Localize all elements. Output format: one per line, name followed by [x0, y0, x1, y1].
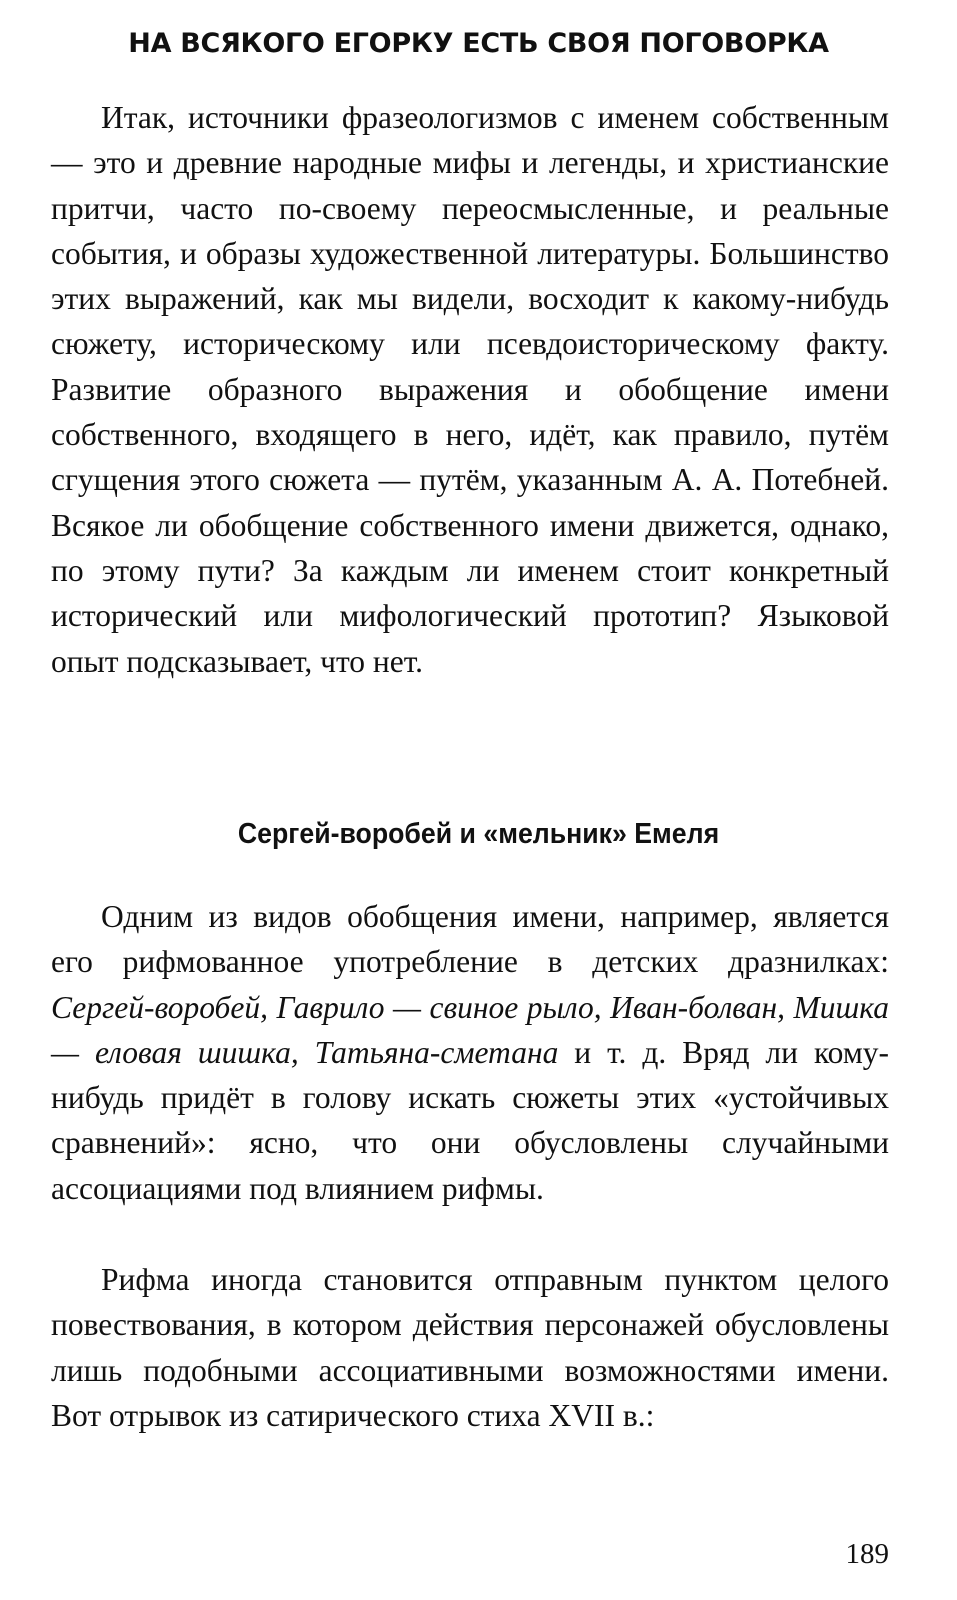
section-heading: Сергей-воробей и «мельник» Емеля	[237, 818, 720, 850]
running-head: НА ВСЯКОГО ЕГОРКУ ЕСТЬ СВОЯ ПОГОВОРКА	[128, 28, 829, 59]
paragraph-2-rest: и т. д. Вряд ли кому-нибудь придёт в голову искать сюжеты этих «устойчивых сравнений»: ясно, что они обусловлены случайными ассоциациями под влиянием рифмы.	[51, 1034, 889, 1206]
paragraph-2-intro: Одним из видов обобщения имени, например, является его рифмованное употребление в детских дразнилках:	[51, 899, 889, 980]
paragraph-1: Итак, источники фразеологизмов с именем собственным — это и древние народные мифы и легенды, и христианские притчи, часто по-своему переосмысленные, и реальные события, и образы художественной литературы. Большинство этих выражений, как мы видели, восходит к какому-нибудь сюжету, историческому или псевдоисторическому факту. Развитие образного выражения и обобщение имени собственного, входящего в него, идёт, как правило, путём сгущения этого сюжета — путём, указанным А. А. Потебней. Всякое ли обобщение собственного имени движется, однако, по этому пути? За каждым ли именем стоит конкретный исторический или мифологический прототип? Языковой опыт подсказывает, что нет.	[51, 100, 889, 679]
paragraph-2	[51, 894, 889, 1211]
paragraph-3: Рифма иногда становится отправным пунктом целого повествования, в котором действия персонажей обусловлены лишь подобными ассоциативными возможностями имени. Вот отрывок из сатирического стиха XVII в.:	[51, 1262, 889, 1434]
paragraph-2-examples: Сергей-воробей, Гаврило — свиное рыло, Иван-болван, Мишка — еловая шишка, Татьяна-сметана	[51, 989, 889, 1070]
page-number: 189	[845, 1538, 889, 1570]
